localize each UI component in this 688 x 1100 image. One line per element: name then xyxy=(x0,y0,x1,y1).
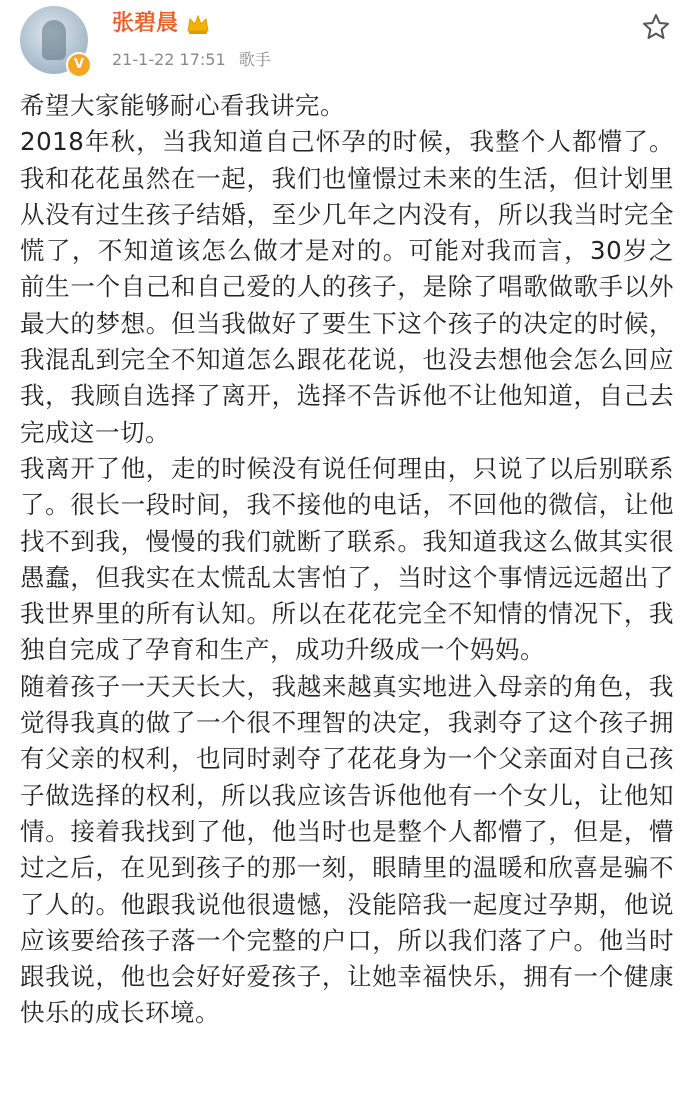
post-paragraph: 随着孩子一天天长大，我越来越真实地进入母亲的角色，我觉得我真的做了一个很不理智的决定，我剥夺了这个孩子拥有父亲的权利，也同时剥夺了花花身为一个父亲面对自己孩子做选择的权利，所以我应该告诉他他有一个女儿，让他知情。接着我找到了他，他当时也是整个人都懵了，但是，懵过之后，在见到孩子的那一刻，眼睛里的温暖和欣喜是骗不了人的。他跟我说他很遗憾，没能陪我一起度过孕期，他说应该要给孩子落一个完整的户口，所以我们落了户。他当时跟我说，他也会好好爱孩子，让她幸福快乐，拥有一个健康快乐的成长环境。 xyxy=(20,671,674,1028)
post-paragraph: 希望大家能够耐心看我讲完。 xyxy=(20,91,345,120)
post-meta xyxy=(112,48,271,72)
avatar-figure xyxy=(42,20,66,60)
post-body xyxy=(20,88,674,1032)
post-timestamp: 21-1-22 17:51 xyxy=(112,50,226,69)
star-icon[interactable] xyxy=(641,12,671,42)
author-name[interactable]: 张碧晨 xyxy=(112,11,179,36)
post-header xyxy=(0,0,688,88)
post-source: 歌手 xyxy=(238,50,271,69)
post-paragraph: 我离开了他，走的时候没有说任何理由，只说了以后别联系了。很长一段时间，我不接他的电话，不回他的微信，让他找不到我，慢慢的我们就断了联系。我知道我这么做其实很愚蠢，但我实在太慌乱太害怕了，当时这个事情远远超出了我世界里的所有认知。所以在花花完全不知情的情况下，我独自完成了孕育和生产，成功升级成一个妈妈。 xyxy=(20,453,674,665)
verified-badge-icon: V xyxy=(66,52,92,78)
crown-icon[interactable] xyxy=(186,13,210,35)
post-paragraph: 2018年秋，当我知道自己怀孕的时候，我整个人都懵了。我和花花虽然在一起，我们也憧憬过未来的生活，但计划里从没有过生孩子结婚，至少几年之内没有，所以我当时完全慌了，不知道该怎么做才是对的。可能对我而言，30岁之前生一个自己和自己爱的人的孩子，是除了唱歌做歌手以外最大的梦想。但当我做好了要生下这个孩子的决定的时候，我混乱到完全不知道怎么跟花花说，也没去想他会怎么回应我，我顾自选择了离开，选择不告诉他不让他知道，自己去完成这一切。 xyxy=(20,127,674,447)
